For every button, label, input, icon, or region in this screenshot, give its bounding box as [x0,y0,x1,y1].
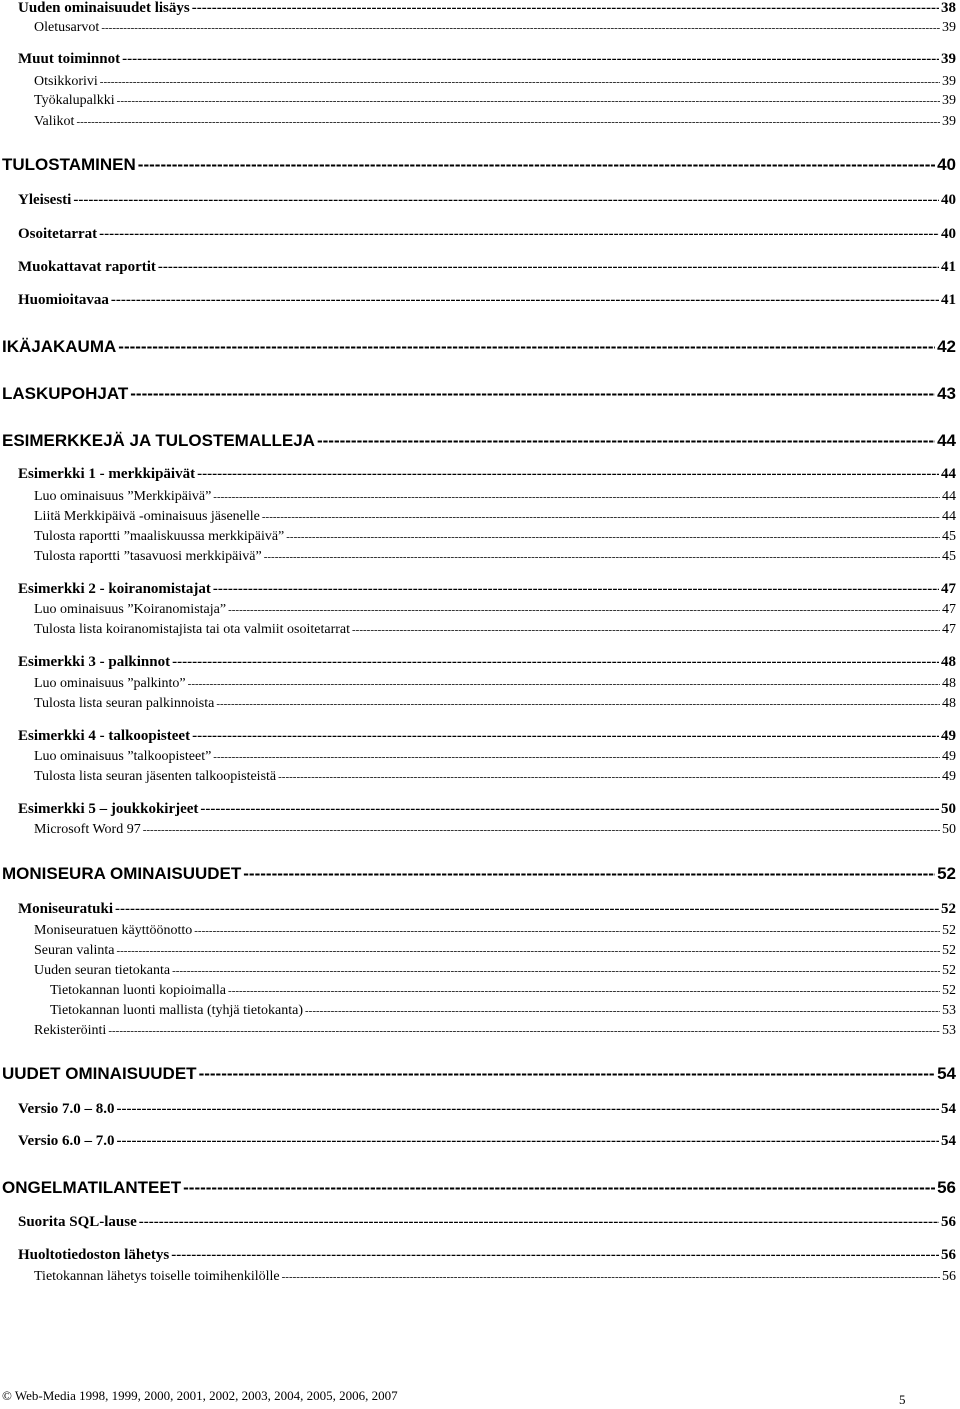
toc-title: Esimerkki 1 - merkkipäivät [18,466,196,482]
leader-dots [138,155,935,175]
toc-entry[interactable] [18,1247,956,1266]
toc-title: Seuran valinta [34,943,115,958]
toc-title: Muut toiminnot [18,51,121,67]
toc-chapter[interactable] [2,431,956,453]
toc-chapter[interactable] [2,1064,956,1086]
toc-title: Tulosta lista seuran palkinnoista [34,696,215,711]
leader-dots [76,116,940,128]
leader-dots [228,985,940,997]
toc-entry[interactable] [18,259,956,278]
toc-page: 48 [942,696,956,711]
leader-dots [183,1178,935,1198]
toc-entry[interactable] [34,489,956,506]
toc-chapter[interactable] [2,864,956,886]
leader-dots [116,945,940,957]
toc-page: 38 [941,0,956,16]
toc-page: 52 [942,963,956,978]
leader-dots [188,678,940,690]
toc-page: 47 [941,581,956,597]
toc-title: ONGELMATILANTEET [2,1178,182,1197]
toc-title: Luo ominaisuus ”talkoopisteet” [34,749,212,764]
toc-entry[interactable] [34,696,956,713]
toc-title: Tulosta raportti ”maaliskuussa merkkipäivä” [34,529,285,544]
toc-page: 40 [941,192,956,208]
toc-page: 53 [942,1023,956,1038]
toc-entry[interactable] [34,114,956,131]
toc-chapter[interactable] [2,1178,956,1200]
copyright-footer: © Web-Media 1998, 1999, 2000, 2001, 2002, 2003, 2004, 2005, 2006, 2007 [2,1388,398,1403]
toc-title: Esimerkki 4 - talkoopisteet [18,728,191,744]
toc-page: 42 [937,337,956,356]
leader-dots [213,751,940,763]
toc-title: Oletusarvot [34,20,100,35]
leader-dots [197,466,939,483]
toc-title: MONISEURA OMINAISUUDET [2,864,242,883]
toc-page: 44 [942,509,956,524]
toc-title: Muokattavat raportit [18,259,156,275]
toc-page: 39 [941,51,956,67]
leader-dots [262,511,940,523]
toc-entry[interactable] [18,292,956,311]
toc-title: Tulosta lista seuran jäsenten talkoopisteistä [34,769,277,784]
toc-entry[interactable] [34,676,956,693]
leader-dots [172,965,940,977]
toc-page: 49 [942,769,956,784]
leader-dots [130,384,935,404]
toc-title: Microsoft Word 97 [34,822,141,837]
toc-title: Työkalupalkki [34,93,115,108]
toc-page: 39 [942,74,956,89]
toc-title: Versio 7.0 – 8.0 [18,1101,115,1117]
leader-dots [101,22,940,34]
leader-dots [199,1064,936,1084]
leader-dots [278,771,940,783]
leader-dots [317,431,935,451]
toc-title: Esimerkki 3 - palkinnot [18,654,171,670]
toc-page: 56 [941,1214,956,1230]
toc-page: 52 [942,943,956,958]
toc-title: Tulosta lista koiranomistajista tai ota valmiit osoitetarrat [34,622,350,637]
leader-dots [73,192,939,209]
toc-entry[interactable] [34,74,956,91]
toc-page: 54 [937,1064,956,1083]
leader-dots [352,624,940,636]
toc-entry[interactable] [18,226,956,245]
toc-entry[interactable] [18,654,956,673]
toc-page: 45 [942,549,956,564]
toc-page: 52 [942,923,956,938]
toc-page: 53 [942,1003,956,1018]
toc-entry[interactable] [18,0,956,19]
toc-page: 44 [937,431,956,450]
toc-entry[interactable] [50,1003,956,1020]
toc-page: 43 [937,384,956,403]
leader-dots [139,1214,939,1231]
toc-title: Tietokannan luonti mallista (tyhjä tietokanta) [50,1003,303,1018]
toc-title: Valikot [34,114,75,129]
leader-dots [200,801,939,818]
leader-dots [108,1025,940,1037]
toc-page: 49 [941,728,956,744]
toc-title: Luo ominaisuus ”palkinto” [34,676,186,691]
toc-page: 39 [942,20,956,35]
leader-dots [143,824,940,836]
toc-page: 40 [941,226,956,242]
toc-page: 49 [942,749,956,764]
toc-page: 45 [942,529,956,544]
toc-entry[interactable] [18,1214,956,1233]
toc-chapter[interactable] [2,384,956,406]
toc-page: 52 [942,983,956,998]
toc-chapter[interactable] [2,337,956,359]
toc-entry[interactable] [34,769,956,786]
toc-entry[interactable] [34,529,956,546]
toc-entry[interactable] [34,622,956,639]
toc-entry[interactable] [34,509,956,526]
toc-entry[interactable] [34,93,956,110]
toc-title: IKÄJAKAUMA [2,337,117,356]
leader-dots [171,1247,939,1264]
toc-page: 47 [942,622,956,637]
toc-entry[interactable] [34,549,956,566]
leader-dots [264,551,940,563]
toc-page: 54 [941,1101,956,1117]
toc-title: Moniseuratuki [18,901,114,917]
toc-page: 54 [941,1133,956,1149]
toc-title: Liitä Merkkipäivä -ominaisuus jäsenelle [34,509,260,524]
toc-entry[interactable] [34,923,956,940]
toc-title: Luo ominaisuus ”Merkkipäivä” [34,489,212,504]
toc-entry[interactable] [18,192,956,211]
leader-dots [118,337,935,357]
toc-entry[interactable] [34,20,956,37]
toc-page: 52 [941,901,956,917]
toc-entry[interactable] [34,602,956,619]
toc-entry[interactable] [18,1101,956,1120]
toc-page: 39 [942,93,956,108]
leader-dots [115,901,939,918]
toc-title: ESIMERKKEJÄ JA TULOSTEMALLEJA [2,431,315,450]
toc-title: Uuden seuran tietokanta [34,963,171,978]
toc-page: 50 [941,801,956,817]
page-number: 5 [899,1392,906,1407]
leader-dots [99,226,939,243]
toc-title: Huoltotiedoston lähetys [18,1247,170,1263]
toc-entry[interactable] [18,581,956,600]
toc-title: Osoitetarrat [18,226,98,242]
leader-dots [192,728,939,745]
toc-title: Suorita SQL-lause [18,1214,137,1230]
toc-title: Otsikkorivi [34,74,98,89]
toc-page: 56 [937,1178,956,1197]
toc-entry[interactable] [18,901,956,920]
leader-dots [282,1271,940,1283]
leader-dots [213,491,940,503]
toc-title: Versio 6.0 – 7.0 [18,1133,115,1149]
toc-chapter[interactable] [2,155,956,177]
toc-entry[interactable] [34,1269,956,1286]
toc-page: 56 [941,1247,956,1263]
toc-page: 56 [942,1269,956,1284]
toc-page: 48 [942,676,956,691]
toc-page: 47 [942,602,956,617]
leader-dots [111,292,939,309]
toc-entry[interactable] [18,728,956,747]
toc-entry[interactable] [18,801,956,820]
toc-entry[interactable] [18,466,956,485]
toc-page: 52 [937,864,956,883]
toc-title: TULOSTAMINEN [2,155,136,174]
toc-entry[interactable] [34,749,956,766]
leader-dots [243,864,935,884]
toc-title: Yleisesti [18,192,72,208]
toc-title: Tietokannan lähetys toiselle toimihenkilölle [34,1269,280,1284]
toc-entry[interactable] [18,51,956,70]
toc-title: UUDET OMINAISUUDET [2,1064,197,1083]
toc-title: Huomioitavaa [18,292,109,308]
toc-entry[interactable] [34,822,956,839]
toc-page: 41 [941,259,956,275]
leader-dots [192,0,939,17]
leader-dots [117,95,940,107]
leader-dots [122,51,939,68]
toc-page: 41 [941,292,956,308]
leader-dots [158,259,939,276]
leader-dots [117,1133,939,1150]
toc-title: Tietokannan luonti kopioimalla [50,983,227,998]
leader-dots [172,654,939,671]
toc-title: LASKUPOHJAT [2,384,129,403]
toc-page: 48 [941,654,956,670]
leader-dots [305,1005,940,1017]
toc-page: 40 [937,155,956,174]
toc-entry[interactable] [50,983,956,1000]
leader-dots [228,604,940,616]
toc-title: Rekisteröinti [34,1023,107,1038]
toc-page: 44 [941,466,956,482]
toc-page: 39 [942,114,956,129]
toc-title: Esimerkki 5 – joukkokirjeet [18,801,199,817]
leader-dots [213,581,939,598]
toc-title: Tulosta raportti ”tasavuosi merkkipäivä” [34,549,262,564]
leader-dots [117,1101,939,1118]
leader-dots [194,925,940,937]
toc-title: Esimerkki 2 - koiranomistajat [18,581,211,597]
toc-title: Uuden ominaisuudet lisäys [18,0,190,16]
leader-dots [100,76,940,88]
toc-title: Moniseuratuen käyttöönotto [34,923,193,938]
toc-page: 44 [942,489,956,504]
toc-entry[interactable] [34,963,956,980]
leader-dots [216,698,940,710]
toc-entry[interactable] [18,1133,956,1152]
toc-entry[interactable] [34,1023,956,1040]
leader-dots [286,531,940,543]
toc-page: 50 [942,822,956,837]
toc-entry[interactable] [34,943,956,960]
toc-title: Luo ominaisuus ”Koiranomistaja” [34,602,227,617]
